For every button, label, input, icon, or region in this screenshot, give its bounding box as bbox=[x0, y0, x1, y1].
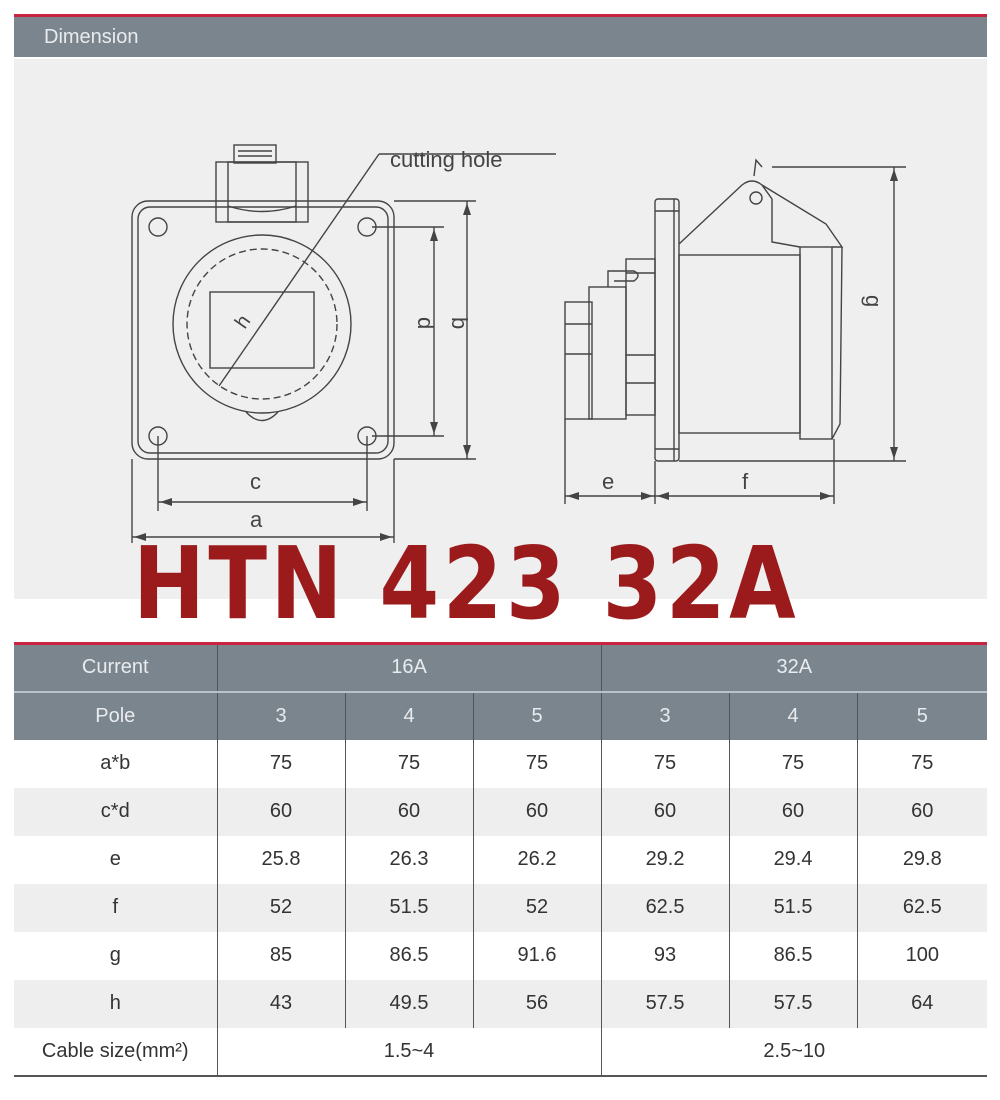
cable-size-label: Cable size(mm²) bbox=[14, 1028, 217, 1076]
table-row bbox=[14, 788, 987, 836]
current-label: Current bbox=[14, 644, 217, 692]
product-title: HTN 423 32A bbox=[133, 525, 800, 642]
table-row bbox=[14, 740, 987, 788]
svg-text:d: d bbox=[413, 317, 438, 330]
svg-text:a: a bbox=[250, 507, 263, 532]
front-view-drawing bbox=[132, 145, 556, 543]
dimension-spec-table bbox=[14, 642, 987, 1077]
row-label: a*b bbox=[100, 752, 131, 774]
row-label: f bbox=[14, 884, 217, 932]
dimension-drawing bbox=[14, 59, 987, 599]
table-cell: 51.5 bbox=[729, 884, 857, 932]
table-cell: 75 bbox=[217, 740, 345, 788]
table-cell: 60 bbox=[345, 788, 473, 836]
cable-size-32a: 2.5~10 bbox=[601, 1028, 987, 1076]
svg-text:f: f bbox=[742, 469, 749, 494]
current-32a-header: 32A bbox=[601, 644, 987, 692]
table-row bbox=[14, 932, 987, 980]
table-cell: 60 bbox=[473, 788, 601, 836]
table-row bbox=[14, 836, 987, 884]
table-cell: 75 bbox=[729, 740, 857, 788]
table-cell: 43 bbox=[217, 980, 345, 1028]
section-header bbox=[14, 14, 987, 57]
row-label: h bbox=[14, 980, 217, 1028]
table-cell: 75 bbox=[345, 740, 473, 788]
pole-cell: 5 bbox=[473, 692, 601, 740]
row-label: e bbox=[109, 848, 121, 870]
table-cell: 62.5 bbox=[601, 884, 729, 932]
pole-cell: 5 bbox=[857, 692, 987, 740]
table-cell: 75 bbox=[601, 740, 729, 788]
table-cell: 85 bbox=[217, 932, 345, 980]
cable-size-row bbox=[14, 1028, 987, 1076]
current-header-row bbox=[14, 644, 987, 692]
table-cell: 60 bbox=[857, 788, 987, 836]
table-cell: 26.2 bbox=[473, 836, 601, 884]
table-cell: 51.5 bbox=[345, 884, 473, 932]
table-cell: 91.6 bbox=[473, 932, 601, 980]
table-cell: 75 bbox=[473, 740, 601, 788]
table-cell: 25.8 bbox=[217, 836, 345, 884]
svg-text:g: g bbox=[861, 295, 886, 308]
table-cell: 29.2 bbox=[601, 836, 729, 884]
row-label: g bbox=[109, 944, 121, 966]
table-cell: 100 bbox=[857, 932, 987, 980]
pole-cell: 4 bbox=[729, 692, 857, 740]
svg-text:h: h bbox=[230, 310, 256, 333]
table-cell: 62.5 bbox=[857, 884, 987, 932]
table-cell: 56 bbox=[473, 980, 601, 1028]
svg-text:e: e bbox=[602, 469, 615, 494]
table-cell: 29.4 bbox=[729, 836, 857, 884]
table-row bbox=[14, 980, 987, 1028]
table-cell: 60 bbox=[217, 788, 345, 836]
section-title: Dimension bbox=[44, 26, 139, 48]
table-cell: 29.8 bbox=[857, 836, 987, 884]
cutting-hole-label: cutting hole bbox=[390, 147, 503, 172]
svg-text:c: c bbox=[250, 469, 261, 494]
table-cell: 64 bbox=[857, 980, 987, 1028]
table-cell: 57.5 bbox=[729, 980, 857, 1028]
svg-text:b: b bbox=[447, 317, 472, 330]
table-cell: 60 bbox=[729, 788, 857, 836]
table-row bbox=[14, 884, 987, 932]
pole-cell: 3 bbox=[601, 692, 729, 740]
table-cell: 49.5 bbox=[345, 980, 473, 1028]
pole-label: Pole bbox=[14, 692, 217, 740]
table-cell: 57.5 bbox=[601, 980, 729, 1028]
table-cell: 26.3 bbox=[345, 836, 473, 884]
table-cell: 52 bbox=[473, 884, 601, 932]
pole-cell: 3 bbox=[217, 692, 345, 740]
table-cell: 86.5 bbox=[345, 932, 473, 980]
table-cell: 93 bbox=[601, 932, 729, 980]
current-16a-header: 16A bbox=[217, 644, 601, 692]
table-cell: 52 bbox=[217, 884, 345, 932]
table-cell: 60 bbox=[601, 788, 729, 836]
pole-header-row bbox=[14, 692, 987, 740]
cable-size-16a: 1.5~4 bbox=[217, 1028, 601, 1076]
pole-cell: 4 bbox=[345, 692, 473, 740]
table-cell: 86.5 bbox=[729, 932, 857, 980]
table-cell: 75 bbox=[857, 740, 987, 788]
side-view-drawing bbox=[565, 160, 906, 504]
row-label: c*d bbox=[14, 788, 217, 836]
